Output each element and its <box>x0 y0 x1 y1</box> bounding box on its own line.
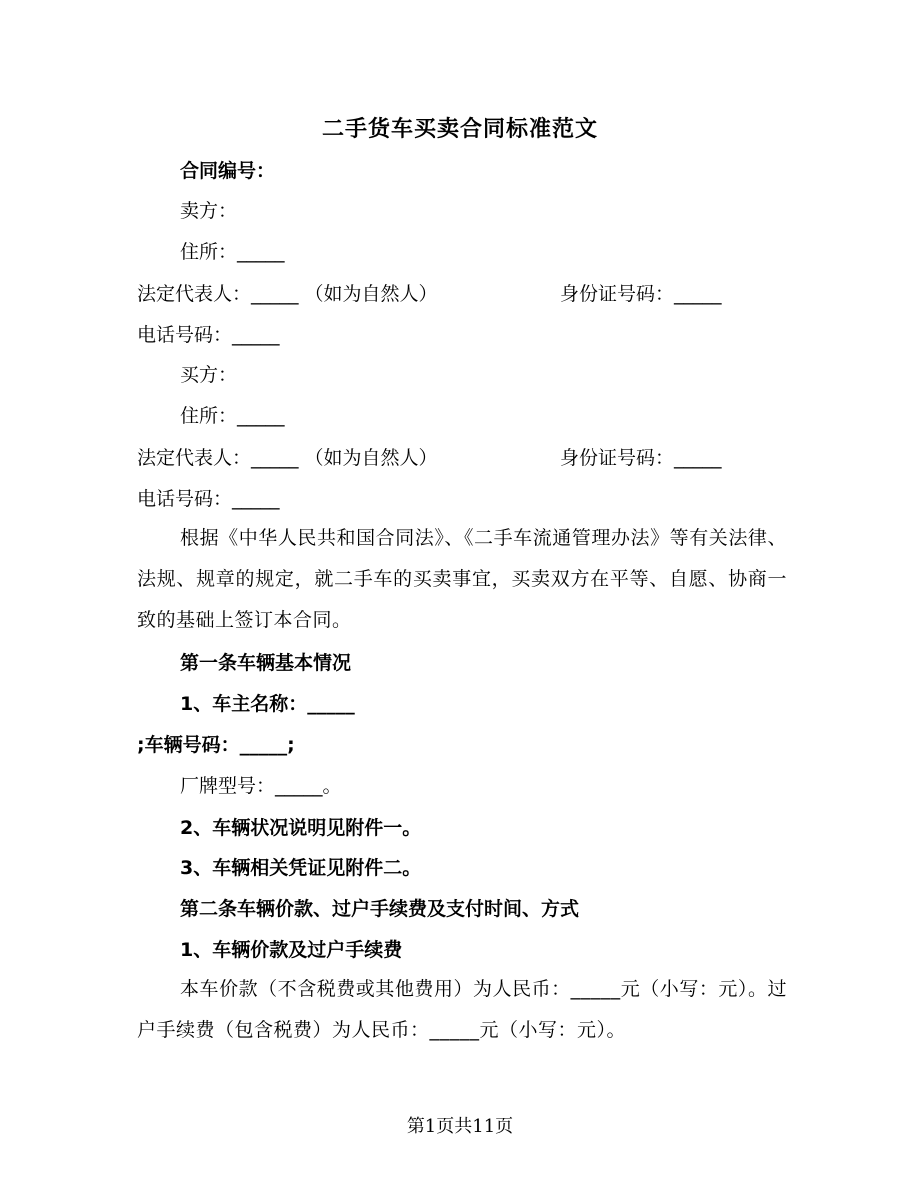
seller-legal-representative: 法定代表人：_____ （如为自然人） <box>137 283 438 305</box>
article1-item3: 3、车辆相关凭证见附件二。 <box>180 857 422 879</box>
buyer-phone: 电话号码：_____ <box>137 488 280 510</box>
preamble-paragraph: 根据《中华人民共和国合同法》、《二手车流通管理办法》等有关法律、法规、规章的规定，就二手车的买卖事宜，买卖双方在平等、自愿、协商一致的基础上签订本合同。 <box>137 527 787 631</box>
document-title: 二手货车买卖合同标准范文 <box>321 117 598 142</box>
contract-number-label: 合同编号： <box>180 160 276 182</box>
article2-heading: 第二条车辆价款、过户手续费及支付时间、方式 <box>180 898 580 920</box>
article1-item2: 2、车辆状况说明见附件一。 <box>180 817 422 839</box>
page-indicator: 第1页共11页 <box>406 1116 514 1137</box>
article1-item1-continued: ;车辆号码：_____; <box>137 734 295 756</box>
article1-item1: 1、车主名称：_____ <box>180 693 355 715</box>
seller-label: 卖方： <box>180 200 238 222</box>
buyer-legal-representative: 法定代表人：_____ （如为自然人） <box>137 447 438 469</box>
seller-phone: 电话号码：_____ <box>137 324 280 346</box>
buyer-label: 买方： <box>180 364 238 386</box>
article2-price-paragraph: 本车价款（不含税费或其他费用）为人民币：_____元（小写：元）。过户手续费（包含税费）为人民币：_____元（小写：元）。 <box>137 978 787 1041</box>
article1-heading: 第一条车辆基本情况 <box>180 652 352 674</box>
seller-address: 住所：_____ <box>180 241 285 263</box>
article1-brand-model: 厂牌型号：_____。 <box>180 775 342 797</box>
buyer-address: 住所：_____ <box>180 405 285 427</box>
buyer-id-number: 身份证号码：_____ <box>560 447 722 469</box>
article2-item1: 1、车辆价款及过户手续费 <box>180 939 403 961</box>
seller-id-number: 身份证号码：_____ <box>560 283 722 305</box>
